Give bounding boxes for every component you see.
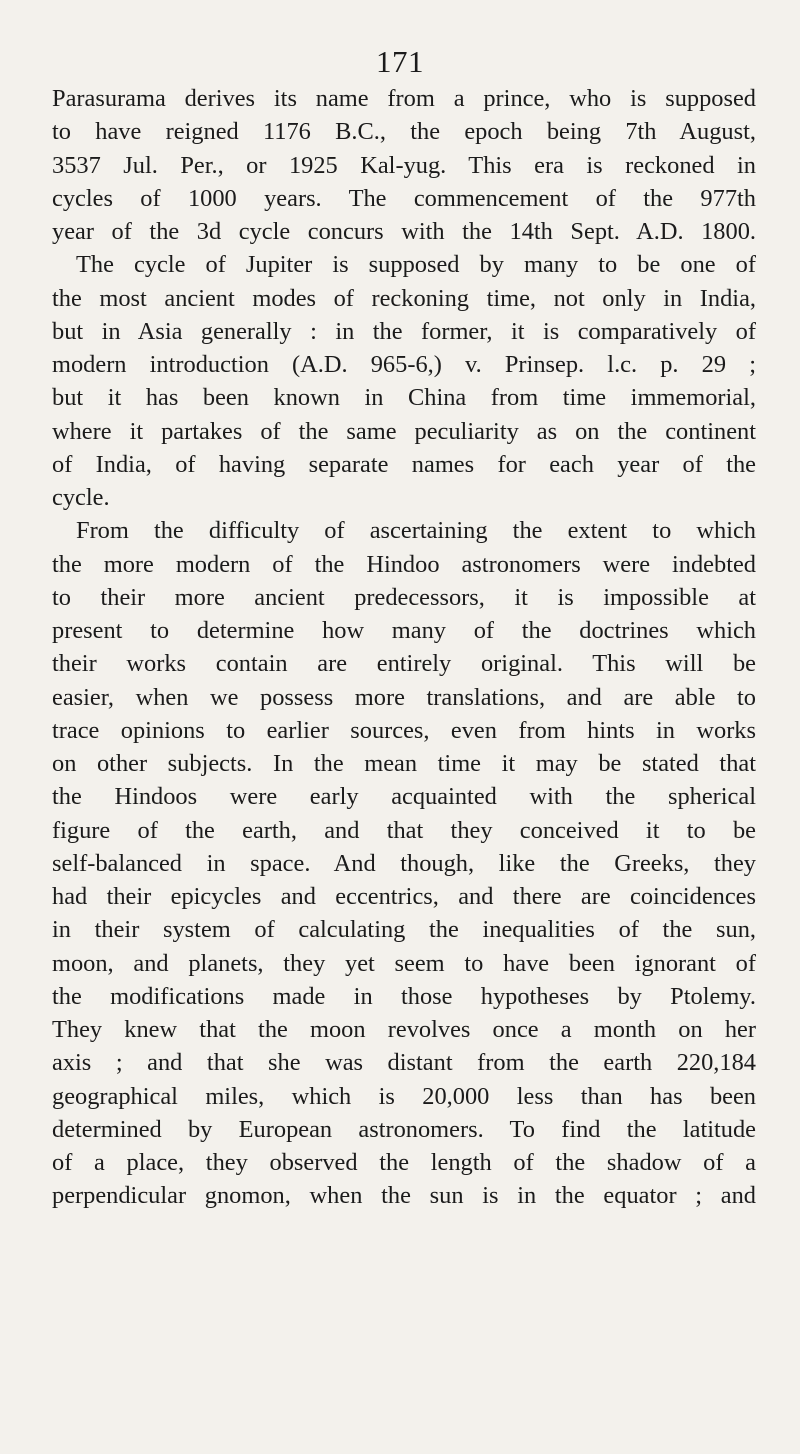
text-line: the most ancient modes of reckoning time, not only in India,	[52, 284, 756, 312]
body-text	[52, 82, 756, 1213]
text-line: the more modern of the Hindoo astronomers were indebted	[52, 550, 756, 578]
text-line: 3537 Jul. Per., or 1925 Kal-yug. This era is reckoned in	[52, 151, 756, 179]
text-line: had their epicycles and eccentrics, and there are coincidences	[52, 883, 756, 910]
text-line: determined by European astronomers. To find the latitude	[52, 1115, 756, 1143]
text-line: geographical miles, which is 20,000 less than has been	[52, 1082, 756, 1110]
text-line: self-balanced in space. And though, like the Greeks, they	[52, 849, 756, 877]
text-line: From the difficulty of ascertaining the extent to which	[76, 517, 756, 545]
text-line: modern introduction (A.D. 965-6,) v. Prinsep. l.c. p. 29 ;	[52, 351, 756, 378]
text-line: the modifications made in those hypotheses by Ptolemy.	[52, 982, 756, 1010]
text-line: of India, of having separate names for each year of the	[52, 450, 756, 478]
text-line: of a place, they observed the length of the shadow of a	[52, 1149, 756, 1176]
text-line: Parasurama derives its name from a prince, who is supposed	[52, 85, 756, 112]
text-line: They knew that the moon revolves once a month on her	[52, 1016, 756, 1043]
text-line: but in Asia generally : in the former, it is comparatively of	[52, 317, 756, 345]
text-line: cycles of 1000 years. The commencement of the 977th	[52, 184, 756, 212]
text-line: moon, and planets, they yet seem to have been ignorant of	[52, 949, 756, 977]
text-line: the Hindoos were early acquainted with the spherical	[52, 783, 756, 811]
text-line: easier, when we possess more translations, and are able to	[52, 683, 756, 711]
text-line: present to determine how many of the doctrines which	[52, 617, 756, 644]
text-line: where it partakes of the same peculiarity as on the continent	[52, 417, 756, 445]
text-line: axis ; and that she was distant from the earth 220,184	[52, 1049, 756, 1077]
text-line: perpendicular gnomon, when the sun is in the equator ; and	[52, 1182, 756, 1210]
text-line: but it has been known in China from time immemorial,	[52, 384, 756, 412]
text-line: The cycle of Jupiter is supposed by many to be one of	[76, 251, 756, 279]
text-line: on other subjects. In the mean time it may be stated that	[52, 750, 756, 777]
page-number: 171	[376, 44, 424, 79]
text-line: their works contain are entirely original. This will be	[52, 650, 756, 678]
text-line: to their more ancient predecessors, it is impossible at	[52, 583, 756, 611]
text-line: year of the 3d cycle concurs with the 14th Sept. A.D. 1800.	[52, 218, 756, 245]
text-line: in their system of calculating the inequalities of the sun,	[52, 916, 756, 944]
text-line: cycle.	[52, 484, 110, 511]
text-line: trace opinions to earlier sources, even from hints in works	[52, 716, 756, 744]
text-line: to have reigned 1176 B.C., the epoch being 7th August,	[52, 118, 756, 146]
text-line: figure of the earth, and that they conceived it to be	[52, 816, 756, 844]
